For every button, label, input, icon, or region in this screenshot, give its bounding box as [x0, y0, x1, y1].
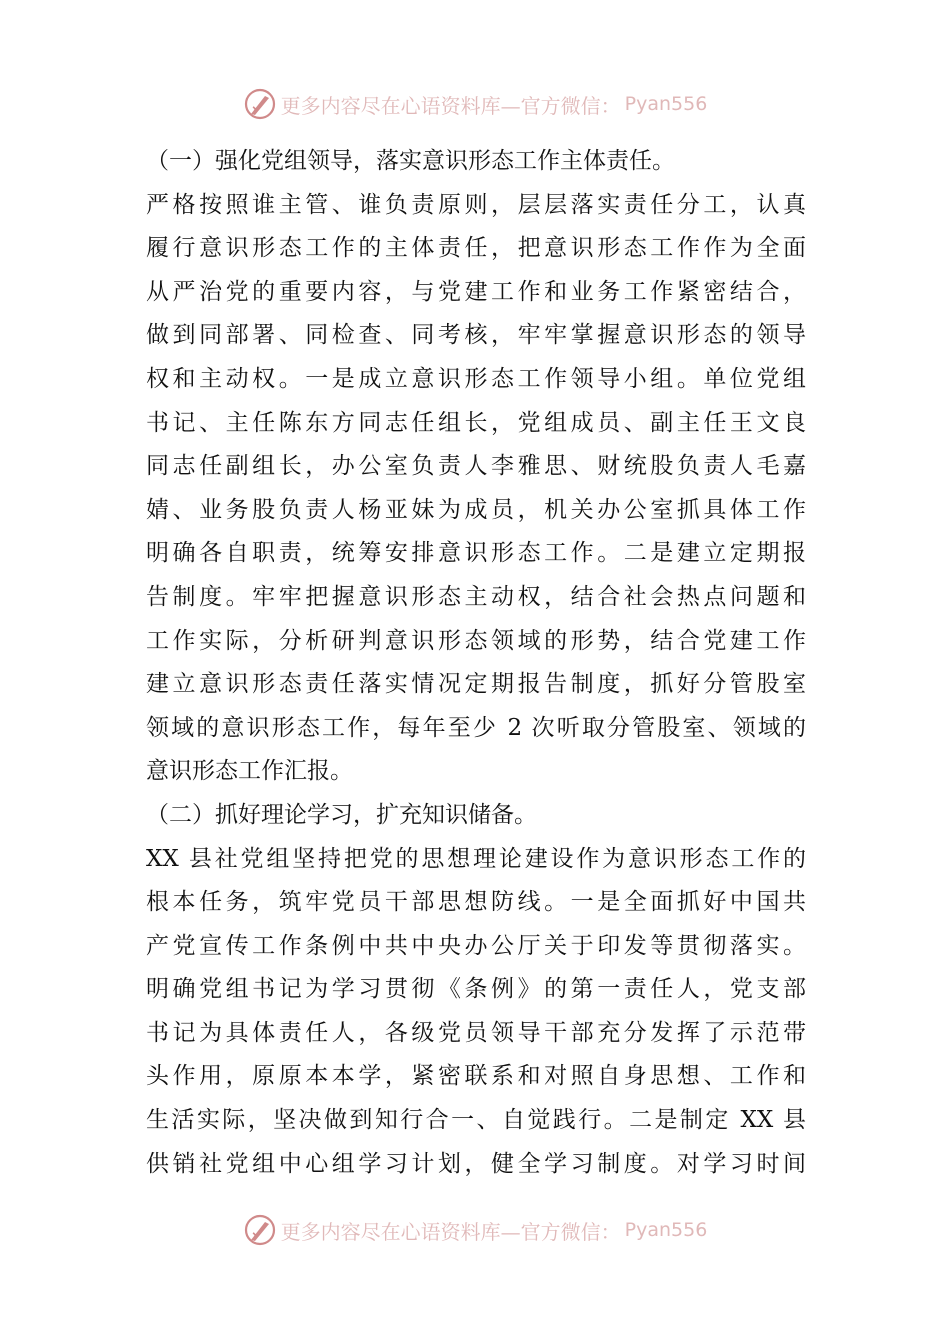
text-line: 生活实际，坚决做到知行合一、自觉践行。二是制定 XX 县 [146, 1107, 806, 1134]
text-line: 产党宣传工作条例中共中央办公厅关于印发等贯彻落实。 [146, 932, 806, 959]
watermark-footer [0, 1210, 950, 1250]
watermark-header [0, 84, 950, 124]
text-line: 权和主动权。一是成立意识形态工作领导小组。单位党组 [146, 365, 806, 392]
text-line: 建立意识形态责任落实情况定期报告制度，抓好分管股室 [146, 671, 806, 698]
text-line: 供销社党组中心组学习计划，健全学习制度。对学习时间 [146, 1150, 806, 1177]
text-line: 同志任副组长，办公室负责人李雅思、财统股负责人毛嘉 [146, 453, 806, 480]
quill-pen-icon [243, 87, 277, 121]
quill-pen-icon [243, 1213, 277, 1247]
text-line: 书记为具体责任人，各级党员领导干部充分发挥了示范带 [146, 1019, 806, 1046]
text-line: （一）强化党组领导，落实意识形态工作主体责任。 [146, 148, 675, 174]
watermark-text: 更多内容尽在心语资料库—官方微信： [280, 1219, 621, 1244]
text-line: 书记、主任陈东方同志任组长，党组成员、副主任王文良 [146, 409, 806, 436]
text-line: 告制度。牢牢把握意识形态主动权，结合社会热点问题和 [146, 583, 806, 610]
text-line: 工作实际，分析研判意识形态领域的形势，结合党建工作 [146, 627, 806, 654]
text-line: 严格按照谁主管、谁负责原则，层层落实责任分工，认真 [146, 191, 806, 218]
watermark-text: 更多内容尽在心语资料库—官方微信： [280, 93, 621, 118]
text-line: 从严治党的重要内容，与党建工作和业务工作紧密结合， [146, 278, 806, 305]
text-line: （二）抓好理论学习，扩充知识储备。 [146, 801, 537, 828]
text-line: 根本任务，筑牢党员干部思想防线。一是全面抓好中国共 [146, 889, 806, 916]
text-line: 明确各自职责，统筹安排意识形态工作。二是建立定期报 [146, 540, 806, 567]
text-line: 做到同部署、同检查、同考核，牢牢掌握意识形态的领导 [146, 322, 806, 349]
text-line: 意识形态工作汇报。 [146, 758, 353, 785]
text-line: 头作用，原原本本学，紧密联系和对照自身思想、工作和 [146, 1063, 806, 1090]
text-line: XX 县社党组坚持把党的思想理论建设作为意识形态工作的 [146, 845, 806, 872]
text-line: 履行意识形态工作的主体责任，把意识形态工作作为全面 [146, 235, 806, 262]
text-line: 明确党组书记为学习贯彻《条例》的第一责任人，党支部 [146, 976, 806, 1003]
watermark-wechat-id: Pyan556 [624, 1219, 708, 1241]
text-line: 婧、业务股负责人杨亚妹为成员，机关办公室抓具体工作 [146, 496, 806, 523]
document-body [146, 140, 806, 1186]
watermark-wechat-id: Pyan556 [624, 93, 708, 115]
text-line: 领域的意识形态工作，每年至少 2 次听取分管股室、领域的 [146, 714, 806, 741]
